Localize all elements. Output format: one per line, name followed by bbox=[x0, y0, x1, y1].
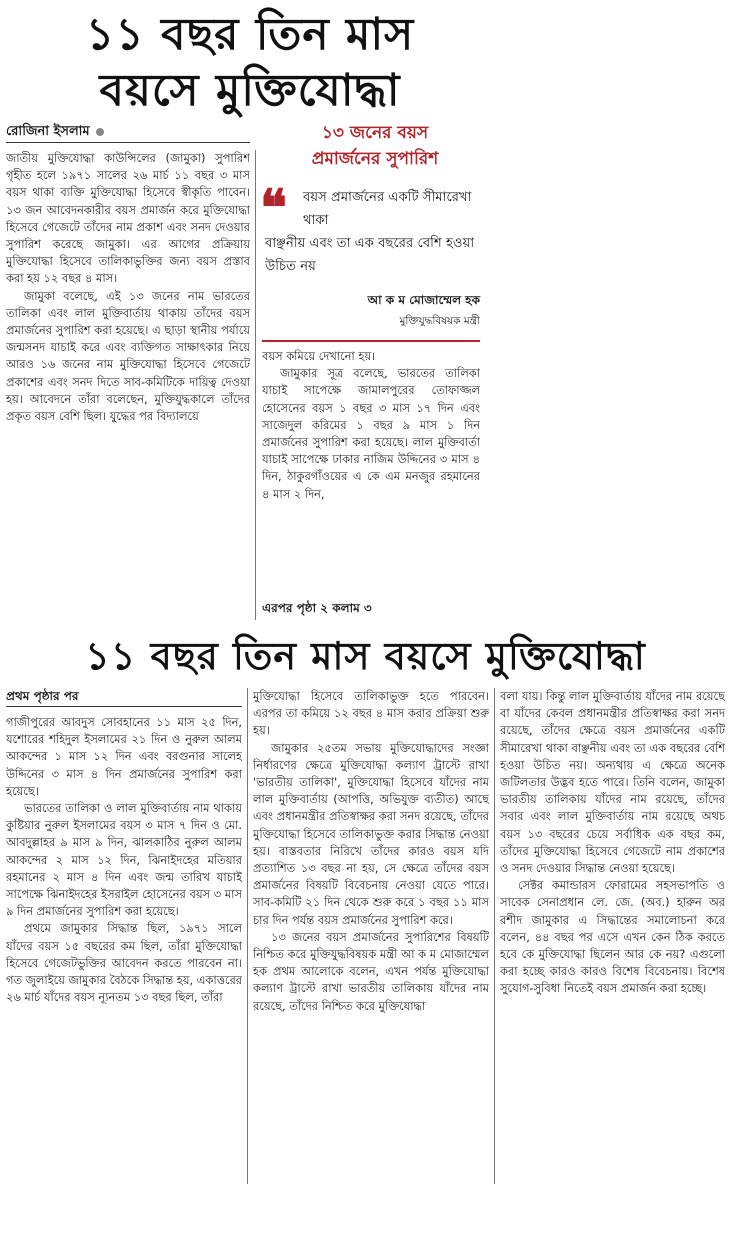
byline bbox=[6, 122, 104, 143]
quote-attribution-title: মুক্তিযুদ্ধবিষয়ক মন্ত্রী bbox=[399, 315, 480, 327]
bottom-column-2 bbox=[253, 688, 489, 1184]
headline-line-1: ১১ বছর তিন মাস bbox=[85, 9, 415, 60]
quote-mark-icon: ❝ bbox=[260, 178, 287, 237]
bottom-column-1 bbox=[6, 714, 242, 1184]
subhead-line-2: প্রমার্জনের সুপারিশ bbox=[311, 149, 439, 169]
continuation-headline: ১১ বছর তিন মাস বয়সে মুক্তিযোদ্ধা bbox=[85, 634, 646, 678]
section-rule bbox=[6, 706, 242, 707]
pull-quote-line-2: বাঞ্ছনীয় এবং তা এক বছরের বেশি হওয়া উচিত নয় bbox=[265, 236, 475, 274]
paragraph: প্রথমে জামুকার সিদ্ধান্ত ছিল, ১৯৭১ সালে যাঁদের বয়স ১৫ বছরের কম ছিল, তাঁরা মুক্তিযোদ্ধা হিসেবে গেজেটভুক্তির আবেদন করতে পারবেন না। গত জুলাইয়ে জামুকার বৈঠকে সিদ্ধান্ত হয়, একাত্তরের ২৬ মার্চ যাঁদের বয়স ন্যূনতম ১৩ বছর ছিল, তাঁরা bbox=[6, 921, 242, 1005]
bottom-column-3 bbox=[500, 688, 725, 1184]
from-first-page-label: প্রথম পৃষ্ঠার পর bbox=[6, 689, 79, 703]
paragraph: বয়স কমিয়ে দেখানো হয়। bbox=[262, 349, 376, 363]
top-column-2 bbox=[262, 348, 480, 594]
paragraph: মুক্তিযোদ্ধা হিসেবে তালিকাভুক্ত হতে পারবেন। এরপর তা কমিয়ে ১২ বছর ৪ মাস করার প্রক্রিয়া শুরু হয়। bbox=[253, 689, 489, 738]
paragraph: জাতীয় মুক্তিযোদ্ধা কাউন্সিলের (জামুকা) সুপারিশ গৃহীত হলে ১৯৭১ সালের ২৬ মার্চ ১১ বছর ৩ মাস বয়স থাকা ব্যক্তি মুক্তিযোদ্ধা হিসেবে স্বীকৃতি পাবেন। ১৩ জন আবেদনকারীর বয়স প্রমার্জন করে মুক্তিযোদ্ধা হিসেবে গেজেটে তাঁদের নাম প্রকাশ এবং সনদ দেওয়ার সুপারিশ করেছে জামুকা। এর আগের প্রক্রিয়ায় মুক্তিযোদ্ধা হিসেবে তালিকাভুক্তির জন্য বয়স প্রস্তাব করা হয় ১২ বছর ৪ মাস। bbox=[6, 151, 250, 286]
top-column-1 bbox=[6, 150, 250, 598]
paragraph: জামুকা বলেছে, এই ১৩ জনের নাম ভারতের তালিকা এবং লাল মুক্তিবার্তায় থাকায় তাঁদের বয়স প্রমার্জনের সুপারিশ করা হয়েছে। এ ছাড়া স্থানীয় পর্যায়ে জন্মসনদ যাচাই করে এবং ব্যক্তিগত সাক্ষাৎকার নিয়ে আরও ১৬ জনের নাম মুক্তিযোদ্ধা হিসেবে গেজেটে প্রকাশের এবং সনদ দিতে সাব-কমিটিকে দায়িত্ব দেওয়া হয়। আবেদনে তাঁরা বলেছেন, মুক্তিযুদ্ধকালে তাঁদের প্রকৃত বয়স বেশি ছিল। যুদ্ধের পর বিদ্যালয়ে bbox=[6, 288, 250, 424]
quote-attribution-name: আ ক ম মোজাম্মেল হক bbox=[367, 293, 480, 307]
column-divider bbox=[255, 150, 256, 620]
subhead-line-1: ১৩ জনের বয়স bbox=[321, 123, 429, 143]
headline-line-2: বয়সে মুক্তিযোদ্ধা bbox=[99, 65, 401, 116]
paragraph: জামুকার সূত্র বলেছে, ভারতের তালিকা যাচাই সাপেক্ষে জামালপুরের তোফাজ্জল হোসেনের বয়স ১ বছর ৩ মাস ১৭ দিন এবং সাজেদুল করিমের ১ বছর ৯ মাস ১ দিন প্রমার্জনের সুপারিশ করা হয়েছে। লাল মুক্তিবার্তা যাচাই সাপেক্ষে ঢাকার নাজিম উদ্দিনের ৩ মাস ৪ দিন, ঠাকুরগাঁওয়ের এ কে এম মনজুর রহমানের ৪ মাস ২ দিন, bbox=[262, 366, 480, 501]
paragraph: ১৩ জনের বয়স প্রমার্জনের সুপারিশের বিষয়টি নিশ্চিত করে মুক্তিযুদ্ধবিষয়ক মন্ত্রী আ ক ম মোজাম্মেল হক প্রথম আলোকে বলেন, এখন পর্যন্ত মুক্তিযোদ্ধা কল্যাণ ট্রাস্টে রাখা ভারতীয় তালিকায় যাঁদের নাম রয়েছে, তাঁদের নিশ্চিত করে মুক্তিযোদ্ধা bbox=[253, 929, 489, 1013]
continued-label: এরপর পৃষ্ঠা ২ কলাম ৩ bbox=[262, 601, 372, 615]
paragraph: গাজীপুরের আবদুস সোবহানের ১১ মাস ২৫ দিন, যশোরের শহিদুল ইসলামের ২১ দিন ও নুরুল আলম আকন্দের ১ মাস ১২ দিন এবং বরগুনার সালেহ উদ্দিনের ৩ মাস ৪ দিন প্রমার্জনের সুপারিশ করা হয়েছে। bbox=[6, 715, 242, 798]
subhead bbox=[275, 120, 475, 172]
pull-quote-line-1: বয়স প্রমার্জনের একটি সীমারেখা থাকা bbox=[303, 190, 472, 228]
paragraph: জামুকার ২৫তম সভায় মুক্তিযোদ্ধাদের সংজ্ঞা নির্ধারণের ক্ষেত্রে মুক্তিযোদ্ধা কল্যাণ ট্রাস্টে রাখা 'ভারতীয় তালিকা', মুক্তিযোদ্ধা হিসেবে যাঁদের নাম লাল মুক্তিবার্তায় (আপত্তি, অভিযুক্ত ব্যতীত) আছে এবং প্রধানমন্ত্রীর প্রতিস্বাক্ষর করা সনদ রয়েছে, তাঁদের মুক্তিযোদ্ধা হিসেবে তালিকাভুক্ত করার সিদ্ধান্ত নেওয়া হয়। বাস্তবতার নিরিখে তাঁদের কারও বয়স যদি প্রত্যাশিত ১৩ বছর না হয়, সে ক্ষেত্রে তাঁদের বয়স প্রমার্জনের বিষয়টি বিবেচনায় নেওয়া যেতে পারে। সাব-কমিটি ২১ দিন থেকে শুরু করে ১ বছর ১১ মাস চার দিন পর্যন্ত বয়স প্রমার্জনের সুপারিশ করে। bbox=[253, 740, 489, 927]
paragraph: ভারতের তালিকা ও লাল মুক্তিবার্তায় নাম থাকায় কুষ্টিয়ার নুরুল ইসলামের বয়স ৩ মাস ৭ দিন ও মো. আবদুল্লাহর ৯ মাস ৯ দিন, ঝালকাঠির নুরুল আলম আকন্দের ২ মাস ১২ দিন, ঝিনাইদহের মতিয়ার রহমানের ২ মাস ৪ দিন এবং জন্ম তারিখ যাচাই সাপেক্ষে ঝিনাইদহের ইসরাইল হোসেনের বয়স ৩ মাস ৯ দিন প্রমার্জনের সুপারিশ করা হয়েছে। bbox=[6, 801, 242, 919]
column-divider bbox=[494, 688, 495, 1184]
bullet-icon bbox=[96, 128, 104, 136]
paragraph: বলা যায়। কিন্তু লাল মুক্তিবার্তায় যাঁদের নাম রয়েছে বা যাঁদের কেবল প্রধানমন্ত্রীর প্রতিস্বাক্ষর করা সনদ রয়েছে, তাঁদের ক্ষেত্রে বয়স প্রমার্জনের একটি সীমারেখা থাকা বাঞ্ছনীয় এবং তা এক বছরের বেশি হওয়া উচিত নয়। অন্যথায় এ ক্ষেত্রে অনেক জটিলতার উদ্ভব হতে পারে। তিনি বলেন, জামুকা ভারতীয় তালিকায় যাঁদের নাম রয়েছে, তাঁদের সবার এবং লাল মুক্তিবার্তায় নাম রয়েছে অথচ বয়স ১৩ বছরের চেয়ে সর্বাধিক এক বছর কম, তাঁদের মুক্তিযোদ্ধা হিসেবে গেজেটে নাম প্রকাশের ও সনদ দেওয়ার সিদ্ধান্ত নেওয়া হয়েছে। bbox=[500, 689, 725, 876]
paragraph: সেক্টর কমান্ডারস ফোরামের সহসভাপতি ও সাবেক সেনাপ্রধান লে. জে. (অব.) হারুন অর রশীদ জামুকার এ সিদ্ধান্তের সমালোচনা করে বলেন, ৪৪ বছর পর এসে এখন কেন ঠিক করতে হবে কে মুক্তিযোদ্ধা ছিলেন আর কে নয়? এগুলো করা হচ্ছে কারও কারও বিশেষ বিবেচনায়। বিশেষ সুযোগ-সুবিধা নিতেই বয়স প্রমার্জন করা হচ্ছে। bbox=[500, 878, 725, 996]
column-divider bbox=[247, 688, 248, 1184]
quote-rule bbox=[262, 340, 480, 342]
byline-rule bbox=[6, 142, 250, 143]
byline-author: রোজিনা ইসলাম bbox=[6, 124, 90, 139]
